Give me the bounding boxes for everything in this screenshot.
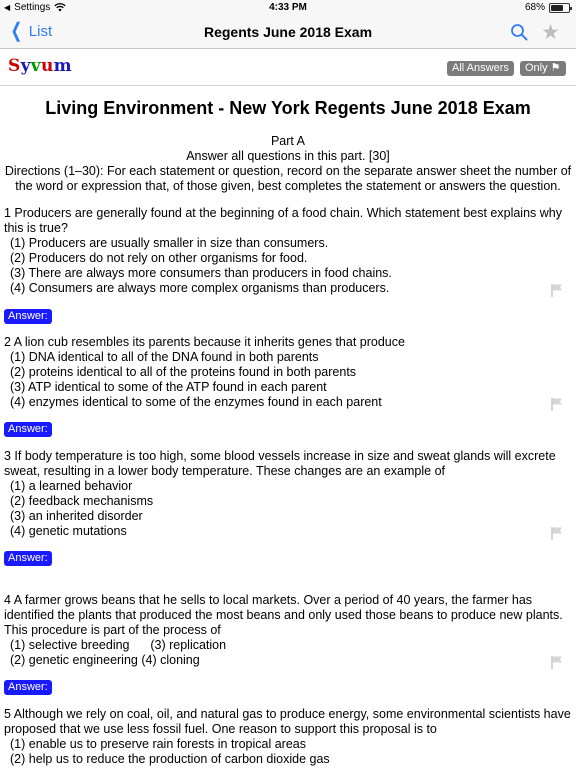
syvum-logo[interactable] bbox=[8, 56, 72, 76]
flag-icon[interactable] bbox=[550, 655, 564, 669]
chevron-left-icon: ❮ bbox=[10, 20, 23, 42]
status-right bbox=[525, 2, 570, 13]
flag-icon[interactable] bbox=[550, 526, 564, 540]
question-option: (2) help us to reduce the production of carbon dioxide gas bbox=[10, 752, 330, 766]
part-subtitle: Answer all questions in this part. [30] bbox=[186, 149, 390, 163]
logo-letter: m bbox=[53, 56, 72, 76]
back-button-label: List bbox=[28, 22, 53, 40]
logo-letter: y bbox=[20, 56, 31, 76]
question-option: (1) DNA identical to all of the DNA found in both parents bbox=[10, 350, 319, 364]
question-option: (2) genetic engineering (4) cloning bbox=[10, 653, 200, 667]
question-option: (1) Producers are usually smaller in size than consumers. bbox=[10, 236, 329, 250]
logo-letter: S bbox=[8, 56, 21, 76]
answer-button[interactable]: Answer: bbox=[4, 309, 52, 324]
question-1 bbox=[4, 206, 572, 296]
question-option: (4) Consumers are always more complex organisms than producers. bbox=[10, 281, 390, 295]
only-flagged-button[interactable]: Only ⚑ bbox=[520, 61, 566, 76]
battery-fill bbox=[551, 5, 563, 11]
question-stem: 1 Producers are generally found at the beginning of a food chain. Which statement best explains why this is true? bbox=[4, 206, 562, 235]
question-2 bbox=[4, 335, 572, 410]
question-stem: 5 Although we rely on coal, oil, and natural gas to produce energy, some environmental scientists have proposed that we use less fossil fuel. One reason to support this proposal is to bbox=[4, 707, 571, 736]
status-time: 4:33 PM bbox=[269, 2, 307, 13]
battery-percent: 68% bbox=[524, 2, 545, 13]
directions: Directions (1–30): For each statement or question, record on the separate answer sheet the number of the word or expression that, of those given, best completes the statement or answers the question. bbox=[4, 164, 572, 193]
nav-title: Regents June 2018 Exam bbox=[203, 24, 373, 40]
question-stem: 4 A farmer grows beans that he sells to local markets. Over a period of 40 years, the farmer has identified the plants that produced the most beans and only used those beans to produce new plants. This procedure is part of the process of bbox=[4, 593, 563, 637]
flag-icon[interactable] bbox=[550, 397, 564, 411]
question-stem: 2 A lion cub resembles its parents because it inherits genes that produce bbox=[4, 335, 405, 349]
navigation-bar bbox=[0, 16, 576, 49]
back-to-app-icon[interactable]: ◀ bbox=[4, 3, 11, 12]
part-title: Part A bbox=[270, 134, 306, 148]
question-option: (2) Producers do not rely on other organisms for food. bbox=[10, 251, 308, 265]
question-option: (2) proteins identical to all of the proteins found in both parents bbox=[10, 365, 357, 379]
flag-icon[interactable] bbox=[550, 283, 564, 297]
question-option: (3) ATP identical to some of the ATP found in each parent bbox=[10, 380, 327, 394]
answer-button[interactable]: Answer: bbox=[4, 551, 52, 566]
page-title: Living Environment - New York Regents June 2018 Exam bbox=[45, 98, 531, 118]
question-5 bbox=[4, 707, 572, 767]
question-stem: 3 If body temperature is too high, some blood vessels increase in size and sweat glands will excrete sweat, resulting in a lower body temperature. These changes are an example of bbox=[4, 449, 556, 478]
logo-letter: v bbox=[30, 56, 41, 76]
search-icon[interactable] bbox=[510, 23, 528, 41]
battery-icon bbox=[549, 3, 570, 13]
answer-button[interactable]: Answer: bbox=[4, 422, 52, 437]
logo-letter: u bbox=[40, 56, 54, 76]
question-option: (1) a learned behavior bbox=[10, 479, 133, 493]
question-option: (4) enzymes identical to some of the enzymes found in each parent bbox=[10, 395, 382, 409]
question-4 bbox=[4, 593, 572, 668]
answer-button[interactable]: Answer: bbox=[4, 680, 52, 695]
question-option: (3) an inherited disorder bbox=[10, 509, 143, 523]
question-option: (3) There are always more consumers than producers in food chains. bbox=[10, 266, 392, 280]
question-3 bbox=[4, 449, 572, 539]
all-answers-button[interactable]: All Answers bbox=[447, 61, 514, 76]
toolbar bbox=[0, 50, 576, 86]
back-to-app-label[interactable]: Settings bbox=[14, 2, 51, 13]
question-option: (4) genetic mutations bbox=[10, 524, 127, 538]
status-bar bbox=[0, 0, 576, 16]
question-option: (2) feedback mechanisms bbox=[10, 494, 154, 508]
question-option: (1) enable us to preserve rain forests in tropical areas bbox=[10, 737, 306, 751]
question-option: (1) selective breeding (3) replication bbox=[10, 638, 227, 652]
star-icon[interactable]: ★ bbox=[541, 21, 560, 44]
